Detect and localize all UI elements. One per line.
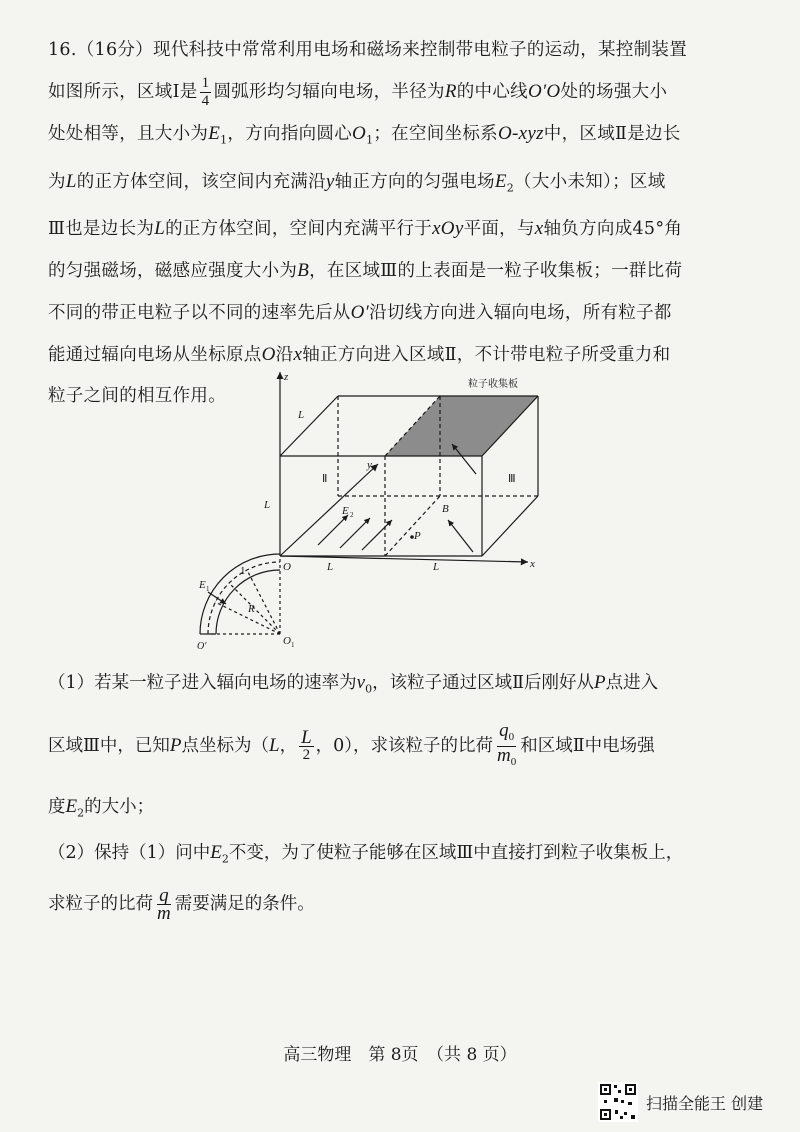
line-8: 能通过辐向电场从坐标原点O沿x轴正方向进入区域Ⅱ，不计带电粒子所受重力和 — [48, 344, 671, 365]
quarter-fraction: $\frac{1}{4}$ — [201, 75, 210, 109]
label-O1: O — [283, 635, 291, 647]
label-E1-sub: 1 — [206, 585, 210, 593]
page-footer: 高三物理 第 8页 （共 8 页） — [283, 1045, 517, 1065]
label-collector: 粒子收集板 — [468, 379, 518, 390]
label-E1: E — [199, 579, 206, 591]
line-3: 处处相等，且大小为$E_1$，方向指向圆心$O_1$；在空间坐标系O-xyz中，区域Ⅱ是边长 — [48, 123, 681, 147]
label-E2: E — [342, 505, 349, 517]
line-1: 16.（16分）现代科技中常常利用电场和磁场来控制带电粒子的运动，某控制装置 — [48, 40, 688, 60]
physics-diagram — [190, 368, 550, 658]
label-z: z — [284, 371, 289, 383]
line-6: 的匀强磁场，磁感应强度大小为B，在区域Ⅲ的上表面是一粒子收集板；一群比荷 — [48, 260, 683, 281]
label-L-bottom-2: L — [433, 561, 440, 573]
problem-statement — [48, 30, 760, 417]
label-B: B — [442, 503, 449, 515]
line-5: Ⅲ也是边长为L的正方体空间，空间内充满平行于xOy平面，与x轴负方向成45°角 — [48, 218, 683, 239]
line-7: 不同的带正电粒子以不同的速率先后从O′沿切线方向进入辐向电场，所有粒子都 — [48, 302, 672, 323]
label-region-III: Ⅲ — [508, 473, 516, 485]
label-O: O — [283, 561, 291, 573]
label-L-top: L — [298, 409, 305, 421]
label-Oprime: O′ — [197, 641, 207, 652]
question-2-line-2: 求粒子的比荷 $\frac{q}{m}$ 需要满足的条件。 — [48, 885, 315, 924]
line-4: 为L的正方体空间，该空间内充满沿y轴正方向的匀强电场$E_2$（大小未知）；区域 — [48, 170, 666, 194]
scanner-watermark — [598, 1082, 763, 1122]
y-axis — [280, 464, 378, 556]
label-R: R — [248, 603, 255, 615]
question-2-line-1: （2）保持（1）问中$E_2$不变，为了使粒子能够在区域Ⅲ中直接打到粒子收集板上， — [48, 842, 684, 866]
question-1-line-1: （1）若某一粒子进入辐向电场的速率为$v_0$，该粒子通过区域Ⅱ后刚好从P点进入 — [48, 672, 659, 696]
label-L-bottom-1: L — [327, 561, 334, 573]
label-region-II: Ⅱ — [322, 473, 328, 485]
line-2: 如图所示，区域Ⅰ是 $\frac{1}{4}$ 圆弧形均匀辐向电场，半径为R的中心线O′O处的场强大小 — [48, 75, 668, 109]
scanner-text: 扫描全能王 创建 — [646, 1093, 764, 1113]
x-axis — [280, 556, 528, 562]
label-P: P — [414, 530, 421, 542]
label-L-left: L — [264, 499, 271, 511]
q-m-fraction: $\frac{q}{m}$ — [157, 885, 171, 924]
label-x: x — [530, 558, 535, 570]
qr-code-icon — [598, 1082, 638, 1122]
label-y: y — [367, 459, 372, 471]
half-L-fraction: $\frac{L}{2}$ — [301, 727, 312, 763]
question-1-line-2: 区域Ⅲ中，已知P点坐标为（L， $\frac{L}{2}$ ，0），求该粒子的比荷 $\frac{q_0}{m_0}$ 和区域Ⅱ中电场强 — [48, 722, 760, 771]
question-1-line-3: 度$E_2$的大小； — [48, 796, 155, 820]
label-O1-sub: 1 — [291, 641, 295, 649]
q0-m0-fraction: $\frac{q_0}{m_0}$ — [497, 720, 517, 768]
collector-plate — [385, 396, 538, 456]
label-E2-sub: 2 — [350, 511, 354, 519]
line-9: 粒子之间的相互作用。 — [48, 386, 226, 406]
label-region-I: 1 — [240, 565, 246, 577]
